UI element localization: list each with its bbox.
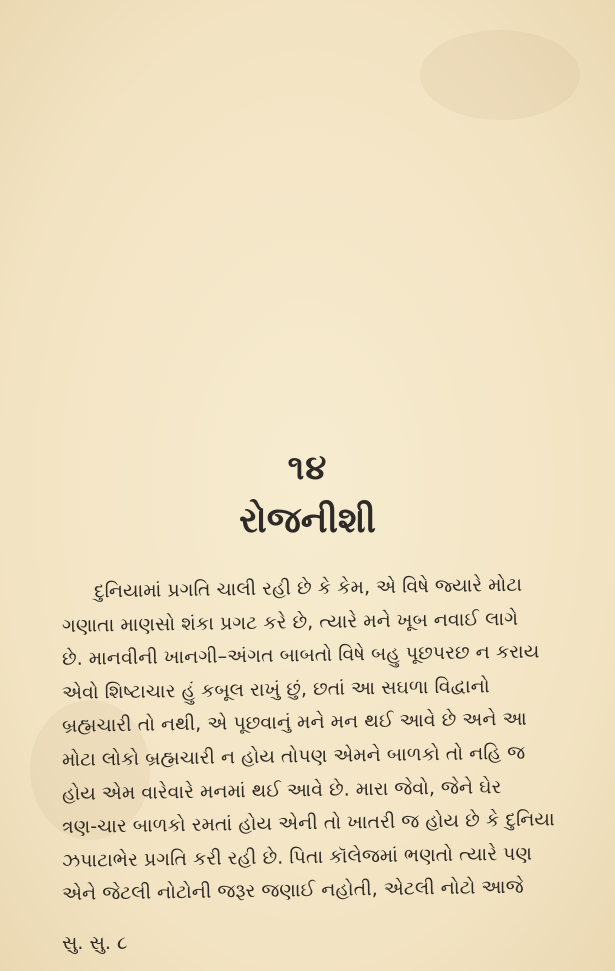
text-line: હોય એમ વારેવારે મનમાં થઈ આવે છે. મારા જેવો, જેને ઘેર: [61, 775, 502, 805]
text-line: એવો શિષ્ટાચાર હું કબૂલ રાખું છું, છતાં આ સઘળા વિદ્વાનો: [61, 675, 490, 704]
text-line: છે. માનવીની ખાનગી–અંગત બાબતો વિષે બહુ પૂછપરછ ન કરાય: [61, 640, 540, 671]
chapter-title: રોજનીશી: [239, 500, 376, 541]
text-line: ત્રણ-ચાર બાળકો રમતાં હોય એની તો ખાતરી જ હોય છે કે દુનિયા: [61, 808, 555, 839]
text-line: બ્રહ્મચારી તો નથી, એ પૂછવાનું મને મન થઈ આવે છે અને આ: [61, 708, 527, 738]
text-line: દુનિયામાં પ્રગતિ ચાલી રહી છે કે કેમ, એ વિષે જ્યારે મોટા: [93, 573, 523, 603]
chapter-number: ૧૪: [287, 448, 328, 488]
body-paragraph: [61, 573, 582, 912]
text-line: એને જેટલી નોટોની જરૂર જણાઈ નહોતી, એટલી નોટો આજે: [61, 876, 524, 906]
text-line: ઝપાટાભેર પ્રગતિ કરી રહી છે. પિતા કૉલેજમાં ભણતો ત્યારે પણ: [61, 842, 533, 872]
text-line: મોટા લોકો બ્રહ્મચારી ન હોય તોપણ એમને બાળકો તો નહિ જ: [61, 741, 526, 771]
page-signature-mark: સુ. સુ. ૮: [62, 932, 128, 954]
bleed-through-text: [40, 20, 580, 580]
text-line: ગણાતા માણસો શંકા પ્રગટ કરે છે, ત્યારે મને ખૂબ નવાઈ લાગે: [61, 607, 519, 637]
